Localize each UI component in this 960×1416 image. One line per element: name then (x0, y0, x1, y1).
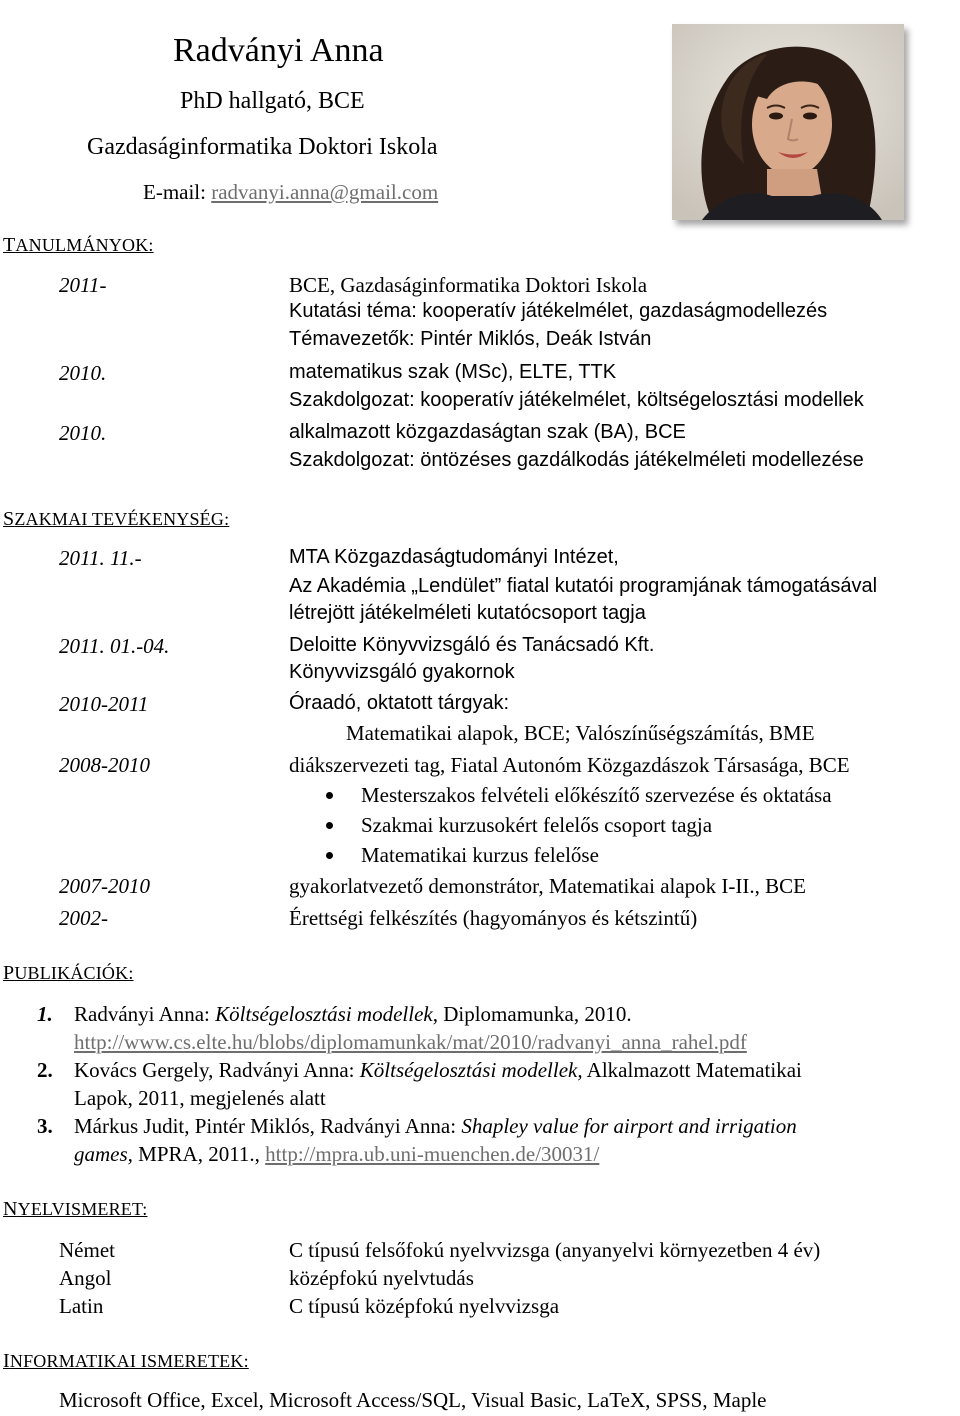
portrait-photo-icon (672, 24, 904, 220)
work-entry-1-line-3: létrejött játékelméleti kutatócsoport tagja (289, 602, 646, 624)
publication-3-line-1: Márkus Judit, Pintér Miklós, Radványi Anna: Shapley value for airport and irrigation (74, 1114, 797, 1138)
work-entry-5-line-1: gyakorlatvezető demonstrátor, Matematikai alapok I-II., BCE (289, 874, 806, 898)
work-year-4: 2008-2010 (59, 753, 150, 777)
work-entry-1-line-1: MTA Közgazdaságtudományi Intézet, (289, 546, 619, 568)
bullet-icon (326, 792, 333, 799)
publication-number-1: 1. (37, 1002, 53, 1026)
studies-entry-3-line-2: Szakdolgozat: öntözéses gazdálkodás játékelméleti modellezése (289, 449, 864, 471)
publication-2-line-1: Kovács Gergely, Radványi Anna: Költségelosztási modellek, Alkalmazott Matematikai (74, 1058, 802, 1082)
language-name-2: Angol (59, 1266, 112, 1290)
language-name-3: Latin (59, 1294, 104, 1318)
publication-3-link[interactable]: http://mpra.ub.uni-muenchen.de/30031/ (265, 1142, 600, 1166)
studies-entry-2-line-1: matematikus szak (MSc), ELTE, TTK (289, 361, 617, 383)
work-year-6: 2002- (59, 906, 108, 930)
publication-3-line-2: games, MPRA, 2011., http://mpra.ub.uni-muenchen.de/30031/ (74, 1142, 600, 1166)
work-entry-2-line-2: Könyvvizsgáló gyakornok (289, 661, 515, 683)
section-title-work: SZAKMAI TEVÉKENYSÉG: (3, 508, 230, 530)
work-entry-1-line-2: Az Akadémia „Lendület” fiatal kutatói programjának támogatásával (289, 575, 878, 597)
language-level-3: C típusú középfokú nyelvvizsga (289, 1294, 560, 1318)
section-title-publications: PUBLIKÁCIÓK: (3, 962, 134, 984)
studies-year-3: 2010. (59, 421, 107, 445)
work-entry-3-line-1: Óraadó, oktatott tárgyak: (289, 692, 510, 714)
publication-number-2: 2. (37, 1058, 53, 1082)
work-year-2: 2011. 01.-04. (59, 634, 170, 658)
publication-number-3: 3. (37, 1114, 53, 1138)
work-year-1: 2011. 11.- (59, 546, 142, 570)
position: PhD hallgató, BCE (180, 88, 365, 114)
email-label: E-mail: (143, 180, 212, 204)
studies-entry-1-line-3: Témavezetők: Pintér Miklós, Deák István (289, 328, 652, 350)
language-name-1: Német (59, 1238, 115, 1262)
doctoral-school: Gazdaságinformatika Doktori Iskola (87, 134, 438, 160)
work-entry-3-line-2: Matematikai alapok, BCE; Valószínűségszámítás, BME (346, 721, 815, 745)
language-level-2: középfokú nyelvtudás (289, 1266, 474, 1290)
studies-year-2: 2010. (59, 361, 107, 385)
email-link[interactable]: radvanyi.anna@gmail.com (211, 180, 439, 204)
cv-name: Radványi Anna (173, 32, 384, 69)
bullet-icon (326, 822, 333, 829)
portrait-photo (672, 24, 904, 220)
section-title-studies: TANULMÁNYOK: (3, 234, 154, 256)
section-title-it-skills: INFORMATIKAI ISMERETEK: (3, 1350, 249, 1372)
language-level-1: C típusú felsőfokú nyelvvizsga (anyanyelvi környezetben 4 év) (289, 1238, 821, 1262)
work-entry-4-bullet-3: Matematikai kurzus felelőse (361, 843, 599, 867)
studies-entry-1-line-1: BCE, Gazdaságinformatika Doktori Iskola (289, 273, 648, 297)
work-entry-4-line-1: diákszervezeti tag, Fiatal Autonóm Közgazdászok Társasága, BCE (289, 753, 850, 777)
studies-entry-2-line-2: Szakdolgozat: kooperatív játékelmélet, költségelosztási modellek (289, 389, 864, 411)
studies-entry-1-line-2: Kutatási téma: kooperatív játékelmélet, gazdaságmodellezés (289, 300, 828, 322)
email-line (143, 180, 438, 205)
work-entry-4-bullet-1: Mesterszakos felvételi előkészítő szervezése és oktatása (361, 783, 832, 807)
work-entry-2-line-1: Deloitte Könyvvizsgáló és Tanácsadó Kft. (289, 634, 655, 656)
studies-entry-3-line-1: alkalmazott közgazdaságtan szak (BA), BCE (289, 421, 686, 443)
it-skills-list: Microsoft Office, Excel, Microsoft Access/SQL, Visual Basic, LaTeX, SPSS, Maple (59, 1388, 767, 1412)
bullet-icon (326, 852, 333, 859)
work-entry-6-line-1: Érettségi felkészítés (hagyományos és kétszintű) (289, 906, 698, 930)
studies-year-1: 2011- (59, 273, 107, 297)
work-entry-4-bullet-2: Szakmai kurzusokért felelős csoport tagja (361, 813, 713, 837)
publication-2-line-2: Lapok, 2011, megjelenés alatt (74, 1086, 326, 1110)
section-title-languages: NYELVISMERET: (3, 1198, 148, 1220)
publication-1-link[interactable]: http://www.cs.elte.hu/blobs/diplomamunkak/mat/2010/radvanyi_anna_rahel.pdf (74, 1030, 747, 1054)
work-year-3: 2010-2011 (59, 692, 149, 716)
publication-1-line-1: Radványi Anna: Költségelosztási modellek, Diplomamunka, 2010. (74, 1002, 632, 1026)
work-year-5: 2007-2010 (59, 874, 150, 898)
